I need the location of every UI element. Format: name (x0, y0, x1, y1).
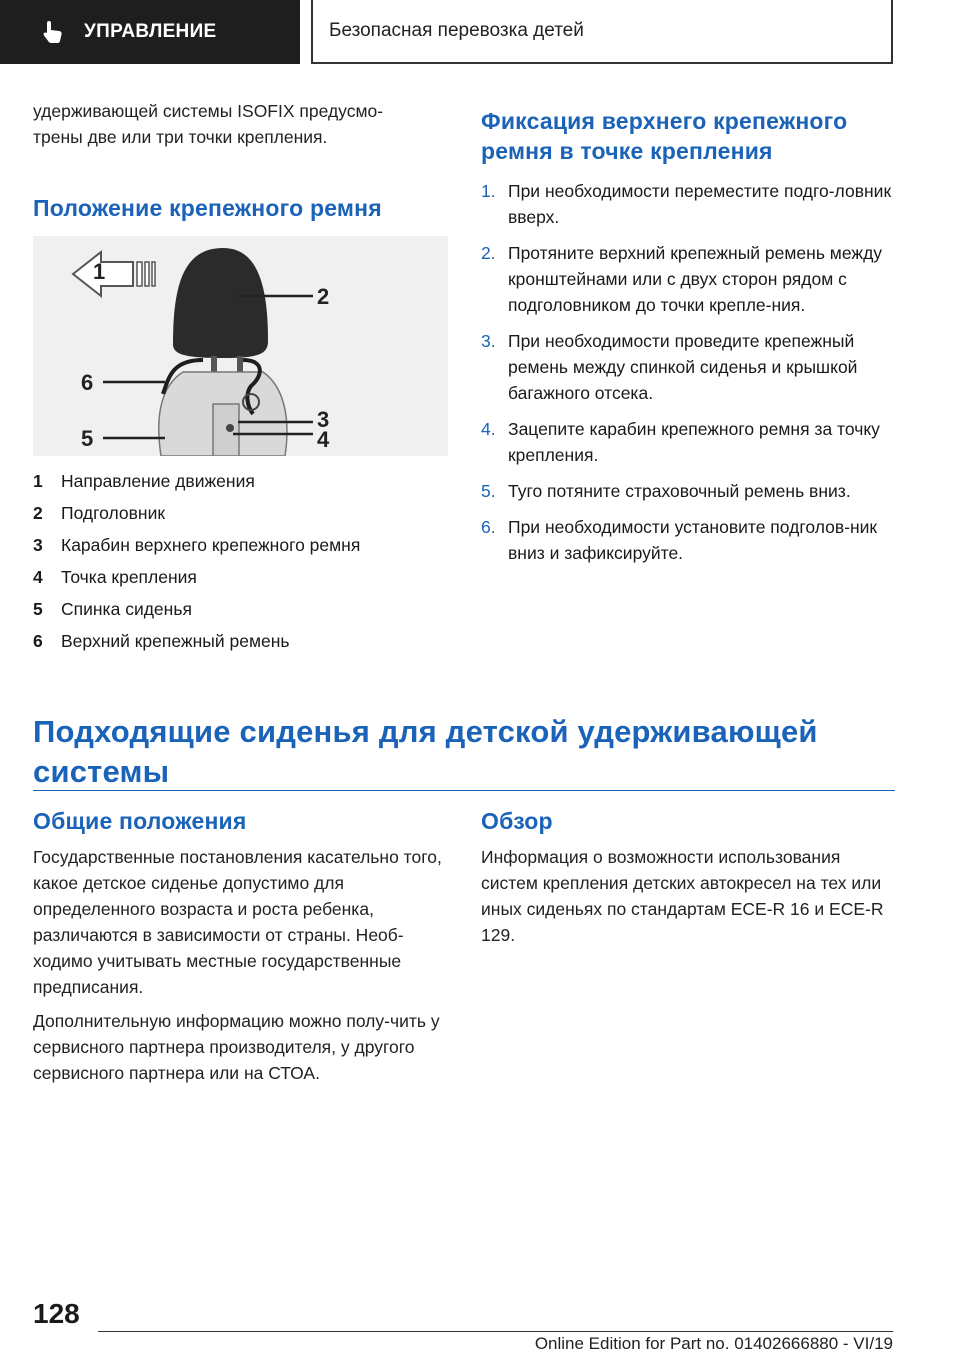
strap-position-heading-wrap (33, 193, 448, 223)
step-item: 2. Протяните верхний крепежный ремень между кронштейнами или с двух сторон рядом с подголовником до точки крепле-ния. (481, 243, 883, 315)
figure-label-5: 5 (81, 426, 94, 451)
legend-item: 2 Подголовник (33, 503, 166, 523)
right-column-fixation (481, 106, 901, 576)
fixation-heading-line-2: ремня в точке крепления (481, 138, 773, 164)
figure-label-4: 4 (317, 427, 330, 452)
legend-item: 3 Карабин верхнего крепежного ремня (33, 535, 361, 555)
legend-item: 5 Спинка сиденья (33, 599, 192, 619)
left-column-intro (33, 98, 448, 150)
section-title-line-2: системы (33, 754, 170, 789)
headrest-shape (173, 248, 268, 358)
figure-label-3: 3 (317, 407, 330, 432)
headrest-figure (33, 236, 448, 456)
step-item: 3. При необходимости проведите крепежный ремень между спинкой сиденья и крышкой багажного отсека. (481, 331, 858, 403)
strap-position-heading: Положение крепежного ремня (33, 195, 382, 221)
general-heading: Общие положения (33, 808, 247, 834)
figure-label-2: 2 (317, 284, 330, 309)
overview-heading: Обзор (481, 808, 553, 834)
page-header (0, 0, 960, 66)
step-item: 6. При необходимости установите подголов-ник вниз и зафиксируйте. (481, 517, 878, 563)
section-divider (33, 790, 895, 791)
step-item: 4. Зацепите карабин крепежного ремня за точку крепления. (481, 419, 880, 465)
intro-line-2: трены две или три точки крепления. (33, 127, 328, 147)
headrest-illustration (33, 236, 448, 456)
general-para-1: Государственные постановления касательно того, какое детское сиденье допустимо для определенного возраста и роста ребенка, различаются в зависимости от страны. Необ-ходимо учитывать местные государственные предписания. (33, 847, 442, 997)
fixation-heading-line-1: Фиксация верхнего крепежного (481, 108, 848, 134)
fixation-steps (481, 178, 901, 566)
chapter-tab[interactable] (311, 0, 893, 64)
section-label: УПРАВЛЕНИЕ (84, 21, 217, 42)
footer-rule (98, 1331, 893, 1332)
overview-para: Информация о возможности использования систем крепления детских автокресел на тех или иных сиденьях по стандартам ECE-R 16 и ECE-R 129. (481, 847, 884, 945)
intro-line-1: удерживающей системы ISOFIX предусмо- (33, 101, 384, 121)
chapter-title: Безопасная перевозка детей (329, 20, 584, 41)
hand-pointer-icon (40, 19, 66, 45)
figure-label-1: 1 (93, 259, 106, 284)
general-para-2: Дополнительную информацию можно полу-чить у сервисного партнера производителя, у другого сервисного партнера или на СТОА. (33, 1011, 440, 1083)
general-block (33, 806, 443, 1086)
step-item: 5. Туго потяните страховочный ремень вниз. (481, 481, 851, 501)
figure-legend (33, 465, 448, 657)
direction-arrow-icon (73, 252, 155, 296)
legend-item: 6 Верхний крепежный ремень (33, 631, 290, 651)
step-item: 1. При необходимости переместите подго-ловник вверх. (481, 181, 892, 227)
legend-item: 1 Направление движения (33, 471, 255, 491)
legend-item: 4 Точка крепления (33, 567, 197, 587)
section-tab[interactable] (0, 0, 300, 64)
edition-text: Online Edition for Part no. 01402666880 - VI/19 (534, 1334, 893, 1353)
page-number: 128 (33, 1298, 80, 1329)
overview-block (481, 806, 891, 948)
section-title-wrap (33, 712, 903, 792)
section-title-line-1: Подходящие сиденья для детской удерживающей (33, 714, 818, 749)
figure-label-6: 6 (81, 370, 94, 395)
